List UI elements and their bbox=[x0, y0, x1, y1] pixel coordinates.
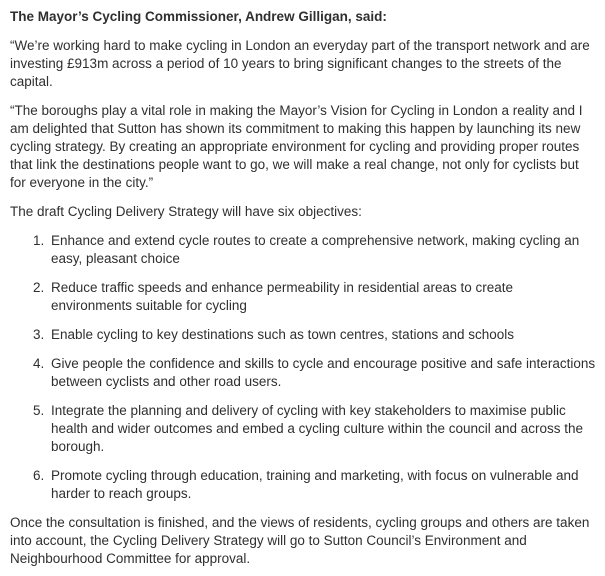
paragraph-quote-1: “We’re working hard to make cycling in London an everyday part of the transport network and are investing £913m across a period of 10 years to bring significant changes to the streets of the capital. bbox=[10, 38, 590, 89]
objective-item-5: 5. Integrate the planning and delivery of cycling with key stakeholders to maximise public health and wider outcomes and embed a cycling culture within the council and across the borough. bbox=[48, 402, 597, 456]
objective-item-2: 2. Reduce traffic speeds and enhance permeability in residential areas to create environments suitable for cycling bbox=[48, 279, 597, 315]
document-heading: The Mayor’s Cycling Commissioner, Andrew Gilligan, said: bbox=[10, 9, 387, 24]
objectives-list bbox=[10, 232, 597, 503]
objective-item-1: 1. Enhance and extend cycle routes to create a comprehensive network, making cycling an easy, pleasant choice bbox=[48, 232, 597, 268]
closing-paragraph: Once the consultation is finished, and the views of residents, cycling groups and others are taken into account, the Cycling Delivery Strategy will go to Sutton Council’s Environment and Neighbourhood Committee for approval. bbox=[10, 515, 590, 566]
objectives-intro: The draft Cycling Delivery Strategy will have six objectives: bbox=[10, 204, 362, 219]
paragraph-quote-2: “The boroughs play a vital role in making the Mayor’s Vision for Cycling in London a reality and I am delighted that Sutton has shown its commitment to making this happen by launching its new cycling strategy. By creating an appropriate environment for cycling and providing proper routes that link the destinations people want to go, we will make a real change, not only for cyclists but for everyone in the city.” bbox=[10, 103, 583, 190]
objective-item-3: 3. Enable cycling to key destinations such as town centres, stations and schools bbox=[48, 326, 597, 344]
objective-item-4: 4. Give people the confidence and skills to cycle and encourage positive and safe interactions between cyclists and other road users. bbox=[48, 355, 597, 391]
objective-item-6: 6. Promote cycling through education, training and marketing, with focus on vulnerable and harder to reach groups. bbox=[48, 467, 597, 503]
